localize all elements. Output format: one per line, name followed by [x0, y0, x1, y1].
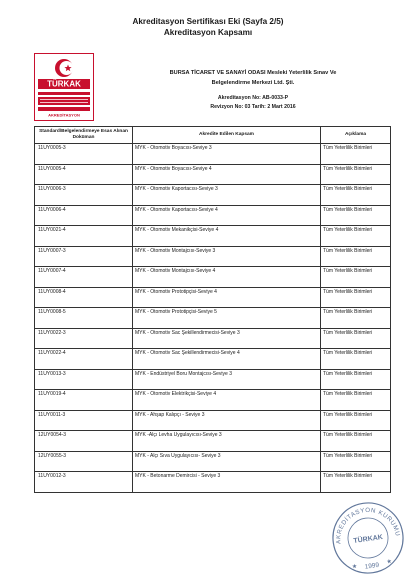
standard-cell: 11UY0006-4 — [35, 205, 133, 226]
scope-cell: MYK - Otomotiv Mekanikçisi-Seviye 4 — [133, 226, 321, 247]
standard-cell: 12UY0054-3 — [35, 431, 133, 452]
table-row — [35, 349, 391, 370]
standard-cell: 11UY0011-3 — [35, 410, 133, 431]
note-cell: Tüm Yeterlilik Birimleri — [321, 144, 391, 165]
table-row — [35, 267, 391, 288]
seal-icon — [330, 500, 406, 576]
revision-info: Revizyon No: 03 Tarih: 2 Mart 2016 — [210, 104, 296, 110]
table-row — [35, 328, 391, 349]
table-row — [35, 144, 391, 165]
standard-cell: 11UY0021-4 — [35, 226, 133, 247]
table-row — [35, 226, 391, 247]
note-cell: Tüm Yeterlilik Birimleri — [321, 431, 391, 452]
turkak-logo-icon — [34, 53, 94, 121]
standard-cell: 11UY0019-4 — [35, 390, 133, 411]
table-row — [35, 369, 391, 390]
note-cell: Tüm Yeterlilik Birimleri — [321, 205, 391, 226]
table-row — [35, 246, 391, 267]
scope-cell: MYK - Otomotiv Sac Şekillendirmecisi-Seviye 3 — [133, 328, 321, 349]
scope-cell: MYK - Otomotiv Prototipçisi-Seviye 5 — [133, 308, 321, 329]
note-cell: Tüm Yeterlilik Birimleri — [321, 226, 391, 247]
scope-cell: MYK - Otomotiv Boyacısı-Seviye 3 — [133, 144, 321, 165]
svg-text:AKREDİTASYON KURUMU: AKREDİTASYON KURUMU — [335, 506, 402, 545]
note-cell: Tüm Yeterlilik Birimleri — [321, 246, 391, 267]
note-cell: Tüm Yeterlilik Birimleri — [321, 185, 391, 206]
scope-cell: MYK - Otomotiv Sac Şekillendirmecisi-Seviye 4 — [133, 349, 321, 370]
table-row — [35, 431, 391, 452]
scope-cell: MYK - Otomotiv Elektrikçisi-Seviye 4 — [133, 390, 321, 411]
turkak-logo — [34, 53, 94, 121]
svg-text:TÜRKAK: TÜRKAK — [47, 79, 81, 89]
organization-name-line2: Belgelendirme Merkezi Ltd. Şti. — [211, 80, 295, 86]
scope-cell: MYK - Otomotiv Kaportacısı-Seviye 3 — [133, 185, 321, 206]
note-cell: Tüm Yeterlilik Birimleri — [321, 472, 391, 493]
note-cell: Tüm Yeterlilik Birimleri — [321, 267, 391, 288]
note-cell: Tüm Yeterlilik Birimleri — [321, 390, 391, 411]
table-row — [35, 205, 391, 226]
svg-text:1999: 1999 — [364, 561, 380, 571]
table-row — [35, 390, 391, 411]
standard-cell: 11UY0008-5 — [35, 308, 133, 329]
standard-cell: 11UY0022-3 — [35, 328, 133, 349]
standard-cell: 11UY0012-3 — [35, 472, 133, 493]
organization-name-line1: BURSA TİCARET VE SANAYİ ODASI Mesleki Yeterlilik Sınav Ve — [169, 70, 337, 76]
column-header-standard: Standard/Belgelendirmeye Esas Alınan Doküman — [35, 127, 133, 144]
standard-cell: 11UY0005-3 — [35, 144, 133, 165]
standard-cell: 11UY0013-3 — [35, 369, 133, 390]
table-row — [35, 164, 391, 185]
table-row — [35, 185, 391, 206]
svg-text:AKREDİTASYON: AKREDİTASYON — [48, 112, 80, 118]
accreditation-number: Akreditasyon No: AB-0033-P — [217, 95, 289, 101]
table-row — [35, 308, 391, 329]
scope-cell: MYK - Otomotiv Montajcısı-Seviye 4 — [133, 267, 321, 288]
standard-cell: 11UY0022-4 — [35, 349, 133, 370]
column-header-note: Açıklama — [321, 127, 391, 144]
scope-cell: MYK - Otomotiv Boyacısı-Seviye 4 — [133, 164, 321, 185]
table-row — [35, 472, 391, 493]
table-header-row — [35, 127, 391, 144]
note-cell: Tüm Yeterlilik Birimleri — [321, 451, 391, 472]
document-title: Akreditasyon Sertifikası Eki (Sayfa 2/5) — [132, 17, 284, 26]
document-subtitle: Akreditasyon Kapsamı — [163, 28, 253, 37]
note-cell: Tüm Yeterlilik Birimleri — [321, 410, 391, 431]
table-row — [35, 410, 391, 431]
turkak-seal-stamp — [330, 500, 406, 576]
scope-cell: MYK - Betonarme Demircisi - Seviye 3 — [133, 472, 321, 493]
standard-cell: 11UY0007-3 — [35, 246, 133, 267]
table-row — [35, 451, 391, 472]
scope-cell: MYK - Endüstriyel Boru Montajcısı-Seviye 3 — [133, 369, 321, 390]
scope-cell: MYK - Ahşap Kalıpçı - Seviye 3 — [133, 410, 321, 431]
standard-cell: 11UY0007-4 — [35, 267, 133, 288]
svg-text:TÜRKAK: TÜRKAK — [353, 533, 384, 546]
accreditation-scope-table — [34, 126, 391, 493]
note-cell: Tüm Yeterlilik Birimleri — [321, 349, 391, 370]
svg-text:★: ★ — [386, 558, 393, 566]
scope-cell: MYK - Otomotiv Montajcısı-Seviye 3 — [133, 246, 321, 267]
standard-cell: 11UY0005-4 — [35, 164, 133, 185]
table-row — [35, 287, 391, 308]
note-cell: Tüm Yeterlilik Birimleri — [321, 308, 391, 329]
scope-cell: MYK - Alçı Sıva Uygulayıcısı- Seviye 3 — [133, 451, 321, 472]
column-header-scope: Akredite Edilen Kapsam — [133, 127, 321, 144]
standard-cell: 11UY0006-3 — [35, 185, 133, 206]
svg-text:★: ★ — [351, 563, 358, 571]
scope-cell: MYK -Alçı Levha Uygulayıcısı-Seviye 3 — [133, 431, 321, 452]
note-cell: Tüm Yeterlilik Birimleri — [321, 164, 391, 185]
standard-cell: 11UY0008-4 — [35, 287, 133, 308]
standard-cell: 12UY0055-3 — [35, 451, 133, 472]
note-cell: Tüm Yeterlilik Birimleri — [321, 369, 391, 390]
scope-cell: MYK - Otomotiv Kaportacısı-Seviye 4 — [133, 205, 321, 226]
note-cell: Tüm Yeterlilik Birimleri — [321, 287, 391, 308]
scope-cell: MYK - Otomotiv Prototipçisi-Seviye 4 — [133, 287, 321, 308]
note-cell: Tüm Yeterlilik Birimleri — [321, 328, 391, 349]
